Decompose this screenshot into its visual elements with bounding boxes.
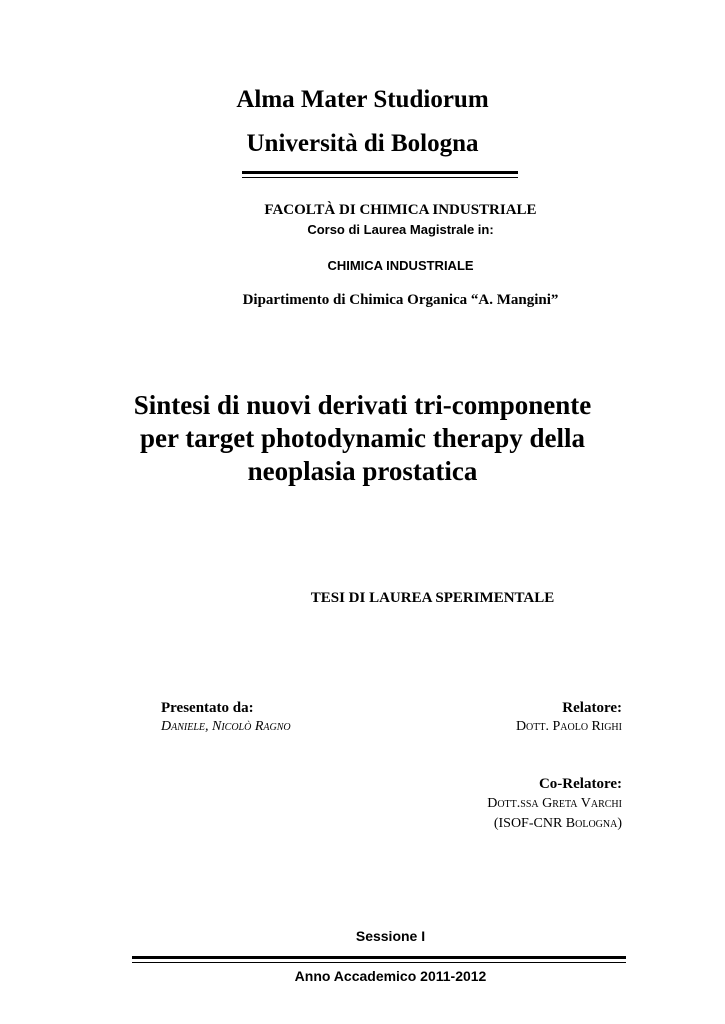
student-name: Daniele, Nicolò Ragno [161, 719, 291, 734]
faculty-name: FACOLTÀ DI CHIMICA INDUSTRIALE [264, 202, 537, 218]
footer-rule-thin [132, 962, 626, 963]
thesis-type: TESI DI LAUREA SPERIMENTALE [310, 590, 555, 606]
university-name: Alma Mater Studiorum [236, 86, 489, 113]
footer-rule-thick [132, 956, 626, 959]
header-rule-thin [242, 177, 518, 178]
course-name: CHIMICA INDUSTRIALE [327, 258, 474, 273]
thesis-title-line1: Sintesi di nuovi derivati tri-componente [133, 390, 592, 420]
relatore-label: Relatore: [562, 700, 622, 716]
session: Sessione I [355, 928, 426, 944]
corelatore-affiliation: (ISOF-CNR Bologna) [493, 816, 622, 831]
corelatore-name: Dott.ssa Greta Varchi [487, 796, 622, 811]
thesis-title-line2: per target photodynamic therapy della [140, 423, 585, 453]
course-intro: Corso di Laurea Magistrale in: [307, 222, 494, 237]
university-city: Università di Bologna [246, 130, 479, 157]
presented-label: Presentato da: [161, 700, 254, 716]
header-rule-thick [242, 171, 518, 174]
academic-year: Anno Accademico 2011-2012 [294, 968, 487, 984]
department-name: Dipartimento di Chimica Organica “A. Mangini” [242, 292, 559, 308]
relatore-name: Dott. Paolo Righi [515, 719, 622, 734]
corelatore-label: Co-Relatore: [538, 776, 622, 792]
thesis-title-line3: neoplasia prostatica [247, 456, 478, 486]
